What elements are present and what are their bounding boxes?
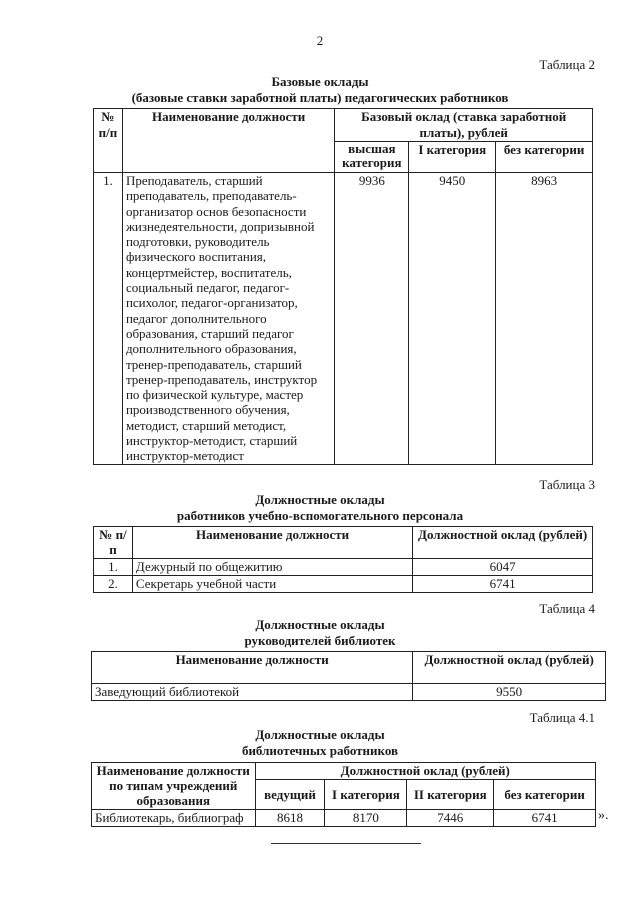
closing-quote: ». [598,808,609,823]
position-line: дополнительного образования, [125,341,297,357]
position-line: подготовки, руководитель [125,234,270,250]
table2-header-position: Наименование должности [122,109,334,173]
table2-header-cat-none: без категории [496,142,593,173]
table4-header-position: Наименование должности [92,652,413,684]
position-line: организатор основ безопасности [125,203,307,219]
table2-header-cat-1: I категория [409,142,496,173]
position-line: жизнедеятельности, допризывной [125,218,315,234]
table3-title [0,492,640,524]
table3-row-num: 1. [94,559,133,576]
page-number: 2 [316,33,324,48]
table41-row-position: Библиотекарь, библиограф [92,810,256,827]
table3-header-salary: Должностной оклад (рублей) [413,527,593,559]
table3-label: Таблица 3 [539,477,595,492]
table4-title-line2: руководителей библиотек [244,633,396,648]
table3-title-line2: работников учебно-вспомогательного персонала [176,508,464,523]
table-row [94,576,593,593]
table2-header-base: Базовый оклад (ставка заработной платы), рублей [335,109,593,142]
table41-row-lead: 8618 [255,810,325,827]
table4-row-position: Заведующий библиотекой [92,684,413,701]
position-line: инструктор-методист, старший [125,433,298,449]
table41-title [0,727,640,759]
table41-header-position: Наименование должности по типам учреждений образования [92,763,256,810]
table2-title-line2: (базовые ставки заработной платы) педагогических работников [131,90,509,105]
table2 [93,108,593,465]
table-row [92,810,596,827]
table3-header-num: № п/п [94,527,133,559]
table2-title [0,74,640,106]
position-line: преподаватель, преподаватель- [125,188,297,204]
table3-row-position: Дежурный по общежитию [132,559,412,576]
table41-header-cat2: II категория [407,780,494,810]
table2-row-position [122,173,334,465]
table41-row-cat2: 7446 [407,810,494,827]
table2-title-line1: Базовые оклады [271,74,369,89]
table4-header-salary: Должностной оклад (рублей) [413,652,606,684]
position-line: педагог дополнительного [125,310,267,326]
position-line: социальный педагог, педагог- [125,280,290,296]
table41-title-line1: Должностные оклады [255,727,385,742]
position-line: инструктор-методист [125,448,244,464]
table3-row-salary: 6047 [413,559,593,576]
table2-header-num: № п/п [94,109,123,173]
table41-header-none: без категории [494,780,596,810]
position-line: производственного обучения, [125,402,290,418]
table41-title-line2: библиотечных работников [241,743,399,758]
table41-header-lead: ведущий [255,780,325,810]
table4-label: Таблица 4 [539,601,595,616]
table2-row-none: 8963 [496,173,593,465]
table41 [91,762,596,827]
table3-header-position: Наименование должности [132,527,412,559]
table3-row-salary: 6741 [413,576,593,593]
position-line: концертмейстер, воспитатель, [125,264,292,280]
table4 [91,651,606,701]
table41-row-cat1: 8170 [325,810,407,827]
position-line: методист, старший методист, [125,417,287,433]
position-line: психолог, педагог-организатор, [125,295,298,311]
position-line: образования, старший педагог [125,325,294,341]
table3-title-line1: Должностные оклады [255,492,385,507]
position-line: по физической культуре, мастер [125,387,304,403]
table3 [93,526,593,593]
table41-row-none: 6741 [494,810,596,827]
table2-label: Таблица 2 [539,57,595,72]
table-row [92,684,606,701]
bottom-rule [271,843,421,844]
table2-header-cat-high: высшая категория [335,142,409,173]
table3-row-position: Секретарь учебной части [132,576,412,593]
table3-row-num: 2. [94,576,133,593]
table-row [94,559,593,576]
table41-header-cat1: I категория [325,780,407,810]
position-line: Преподаватель, старший [125,173,263,188]
table2-row-cat1: 9450 [409,173,496,465]
position-line: тренер-преподаватель, инструктор [125,371,318,387]
table2-row [94,173,593,465]
table4-title-line1: Должностные оклады [255,617,385,632]
table2-row-high: 9936 [335,173,409,465]
table4-title [0,617,640,649]
table4-row-salary: 9550 [413,684,606,701]
position-line: тренер-преподаватель, старший [125,356,302,372]
table41-header-salary: Должностной оклад (рублей) [255,763,595,780]
table2-row-num: 1. [94,173,123,465]
table41-label: Таблица 4.1 [529,710,595,725]
position-line: физического воспитания, [125,249,267,265]
